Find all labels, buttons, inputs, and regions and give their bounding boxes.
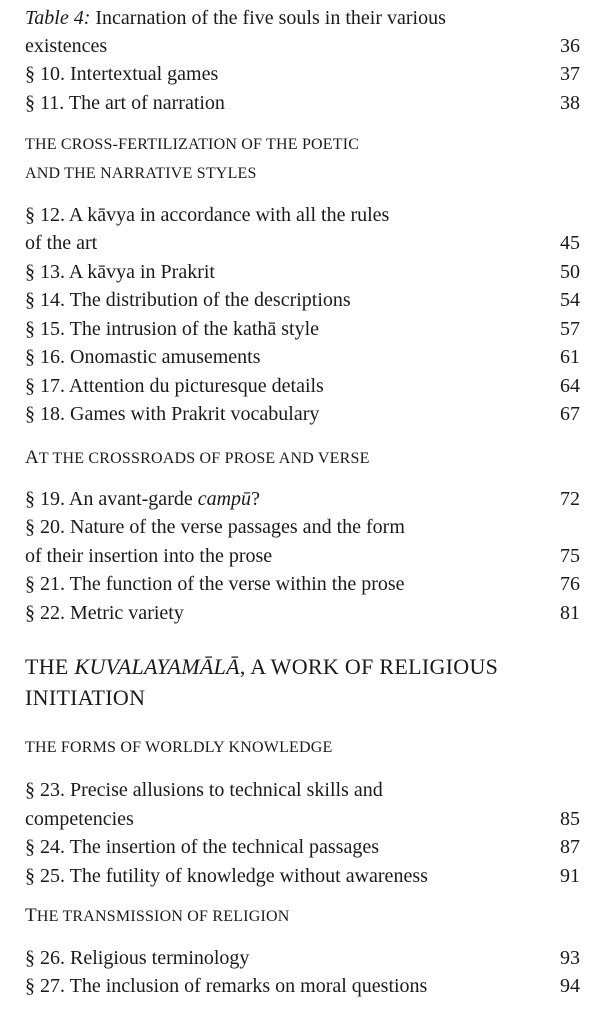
toc-entry-s27 <box>25 974 580 998</box>
toc-entry-s14 <box>25 288 580 312</box>
section-heading-initial: A <box>25 447 39 468</box>
toc-entry-text: § 25. The futility of knowledge without awareness <box>25 865 428 887</box>
toc-entry-text: § 20. Nature of the verse passages and the form <box>25 516 405 538</box>
toc-entry-text: § 13. A kāvya in Prakrit <box>25 261 215 283</box>
toc-entry-text: § 21. The function of the verse within the prose <box>25 573 405 595</box>
toc-entry-text: § 27. The inclusion of remarks on moral questions <box>25 975 428 997</box>
toc-entry-s21 <box>25 572 580 596</box>
toc-entry-s26 <box>25 946 580 970</box>
section-heading-initial: T <box>25 905 37 926</box>
toc-entry-s25 <box>25 864 580 888</box>
toc-entry-text: of the art <box>25 232 98 254</box>
toc-page-number: 87 <box>560 836 580 858</box>
toc-page-number: 61 <box>560 346 580 368</box>
toc-entry-suffix: ? <box>251 488 260 510</box>
toc-entry-s15 <box>25 317 580 341</box>
section-heading-line: THE FORMS OF WORLDLY KNOWLEDGE <box>25 739 333 756</box>
toc-page-number: 91 <box>560 865 580 887</box>
toc-entry-s10 <box>25 62 580 86</box>
toc-page-number: 36 <box>560 35 580 57</box>
toc-page-number: 67 <box>560 403 580 425</box>
toc-entry-text: existences <box>25 35 108 57</box>
toc-entry-s19 <box>25 487 580 511</box>
toc-entry-text: § 11. The art of narration <box>25 92 225 114</box>
toc-entry-s22 <box>25 601 580 625</box>
toc-entry-s12-cont <box>25 231 580 255</box>
toc-entry-text: § 17. Attention du picturesque details <box>25 375 324 397</box>
part-title-cont <box>25 684 145 712</box>
toc-entry-s23 <box>25 778 580 802</box>
toc-page-number: 94 <box>560 975 580 997</box>
toc-page-number: 37 <box>560 63 580 85</box>
section-heading-rest: T THE CROSSROADS OF PROSE AND VERSE <box>38 450 370 467</box>
section-heading-cross-fertilization-cont <box>25 164 257 184</box>
toc-page-number: 57 <box>560 318 580 340</box>
toc-entry-text: § 14. The distribution of the descriptions <box>25 289 351 311</box>
part-title <box>25 653 498 681</box>
toc-entry-italic: campū <box>197 488 252 510</box>
toc-page-number: 72 <box>560 488 580 510</box>
section-heading-rest: HE TRANSMISSION OF RELIGION <box>36 908 290 925</box>
toc-entry-s20 <box>25 515 580 539</box>
toc-table-text: Incarnation of the five souls in their various <box>95 7 446 29</box>
section-heading-cross-fertilization <box>25 135 359 155</box>
section-heading-transmission <box>25 906 290 927</box>
toc-entry-text: § 24. The insertion of the technical passages <box>25 836 379 858</box>
toc-page-number: 85 <box>560 808 580 830</box>
toc-entry-text: § 19. An avant-garde <box>25 488 198 510</box>
toc-entry-s12 <box>25 203 580 227</box>
toc-page-number: 75 <box>560 545 580 567</box>
toc-page-number: 45 <box>560 232 580 254</box>
toc-page-number: 50 <box>560 261 580 283</box>
toc-entry-text: § 18. Games with Prakrit vocabulary <box>25 403 320 425</box>
toc-entry-text: § 10. Intertextual games <box>25 63 219 85</box>
toc-entry-s16 <box>25 345 580 369</box>
toc-entry-s18 <box>25 402 580 426</box>
toc-entry-text: competencies <box>25 808 134 830</box>
toc-page-number: 64 <box>560 375 580 397</box>
toc-entry-s11 <box>25 91 580 115</box>
toc-page-number: 76 <box>560 573 580 595</box>
section-heading-line: AND THE NARRATIVE STYLES <box>25 165 257 182</box>
toc-entry-text: § 26. Religious terminology <box>25 947 250 969</box>
part-title-suffix: , A WORK OF RELIGIOUS <box>239 654 499 679</box>
toc-entry-text: § 12. A kāvya in accordance with all the rules <box>25 204 390 226</box>
toc-entry-text: § 22. Metric variety <box>25 602 184 624</box>
section-heading-line: THE CROSS-FERTILIZATION OF THE POETIC <box>25 136 360 153</box>
part-title-prefix: THE <box>25 654 75 679</box>
toc-page-number: 54 <box>560 289 580 311</box>
toc-entry-text: § 16. Onomastic amusements <box>25 346 261 368</box>
toc-entry-table-4-cont <box>25 34 580 58</box>
part-title-italic: KUVALAYAMĀLĀ <box>74 654 240 679</box>
section-heading-forms <box>25 738 333 758</box>
toc-entry-table-4 <box>25 6 580 30</box>
part-title-line: INITIATION <box>25 685 146 710</box>
toc-page-number: 93 <box>560 947 580 969</box>
toc-entry-s24 <box>25 835 580 859</box>
toc-page-number: 81 <box>560 602 580 624</box>
toc-entry-text: § 15. The intrusion of the kathā style <box>25 318 320 340</box>
toc-entry-text: of their insertion into the prose <box>25 545 273 567</box>
toc-page-number: 38 <box>560 92 580 114</box>
toc-entry-text: § 23. Precise allusions to technical skills and <box>25 779 383 801</box>
toc-entry-s20-cont <box>25 544 580 568</box>
toc-table-label: Table 4: <box>25 7 91 29</box>
toc-entry-s23-cont <box>25 807 580 831</box>
section-heading-crossroads <box>25 448 370 469</box>
toc-entry-s17 <box>25 374 580 398</box>
toc-entry-s13 <box>25 260 580 284</box>
